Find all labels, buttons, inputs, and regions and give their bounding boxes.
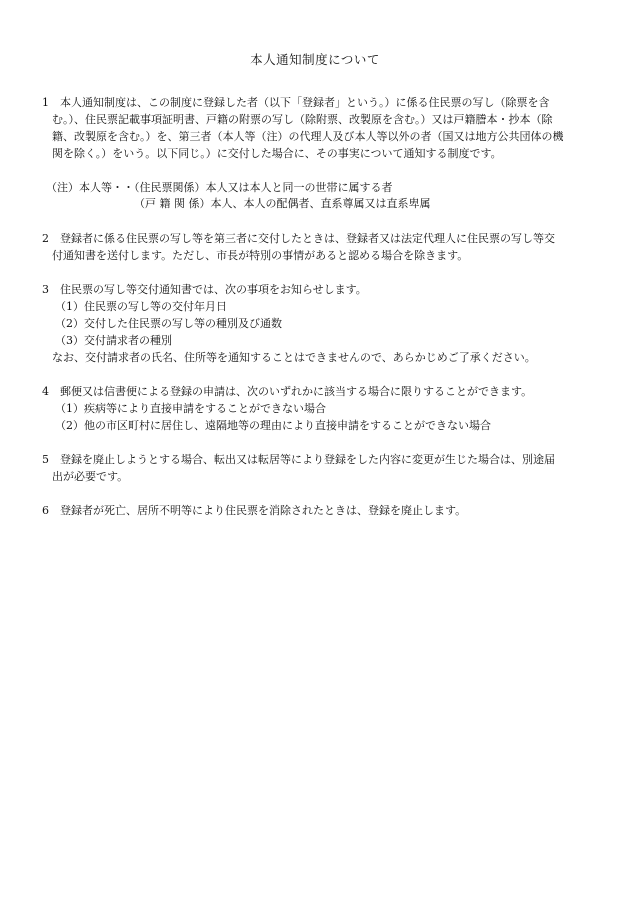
section-3-line-2: なお、交付請求者の氏名、住所等を通知することはできませんので、あらかじめご了承ください。 <box>52 351 536 364</box>
section-2-line-2: 付通知書を送付します。ただし、市長が特別の事情があると認める場合を除きます。 <box>52 249 469 262</box>
section-1-line-4: 関を除く。）をいう。以下同じ。）に交付した場合に、その事実について通知する制度です。 <box>52 147 502 160</box>
section-6-line-1: 6 登録者が死亡、居所不明等により住民票を消除されたときは、登録を廃止します。 <box>42 504 467 517</box>
section-3-item-3: （3）交付請求者の種別 <box>55 334 172 347</box>
section-1-line-2: む。）、住民票記載事項証明書、戸籍の附票の写し（除附票、改製原を含む。）又は戸籍謄本・抄本（除 <box>52 113 553 126</box>
section-3-item-2: （2）交付した住民票の写し等の種別及び通数 <box>55 317 282 330</box>
section-3-line-1: 3 住民票の写し等交付通知書では、次の事項をお知らせします。 <box>42 283 367 296</box>
section-1-line-3: 籍、改製原を含む。）を、第三者（本人等（注）の代理人及び本人等以外の者（国又は地方公共団体の機 <box>52 130 564 143</box>
section-4-line-1: 4 郵便又は信書便による登録の申請は、次のいずれかに該当する場合に限りすることができます。 <box>42 385 533 398</box>
section-4-item-1: （1）疾病等により直接申請をすることができない場合 <box>55 402 326 415</box>
section-5-line-1: 5 登録を廃止しようとする場合、転出又は転居等により登録をした内容に変更が生じた場合は、別途届 <box>42 453 555 466</box>
note-line-2: （戸 籍 関 係）本人、本人の配偶者、直系尊属又は直系卑属 <box>134 197 431 210</box>
section-5-line-2: 出が必要です。 <box>52 470 129 483</box>
note-line-1: （注）本人等・・（住民票関係）本人又は本人と同一の世帯に属する者 <box>46 181 393 194</box>
section-3-item-1: （1）住民票の写し等の交付年月日 <box>55 300 227 313</box>
section-1-line-1: 1 本人通知制度は、この制度に登録した者（以下「登録者」という。）に係る住民票の写し（除票を含 <box>42 96 550 109</box>
document-title: 本人通知制度について <box>250 52 380 67</box>
section-4-item-2: （2）他の市区町村に居住し、遠隔地等の理由により直接申請をすることができない場合 <box>55 419 491 432</box>
section-2-line-1: 2 登録者に係る住民票の写し等を第三者に交付したときは、登録者又は法定代理人に住民票の写し等交 <box>42 232 555 245</box>
